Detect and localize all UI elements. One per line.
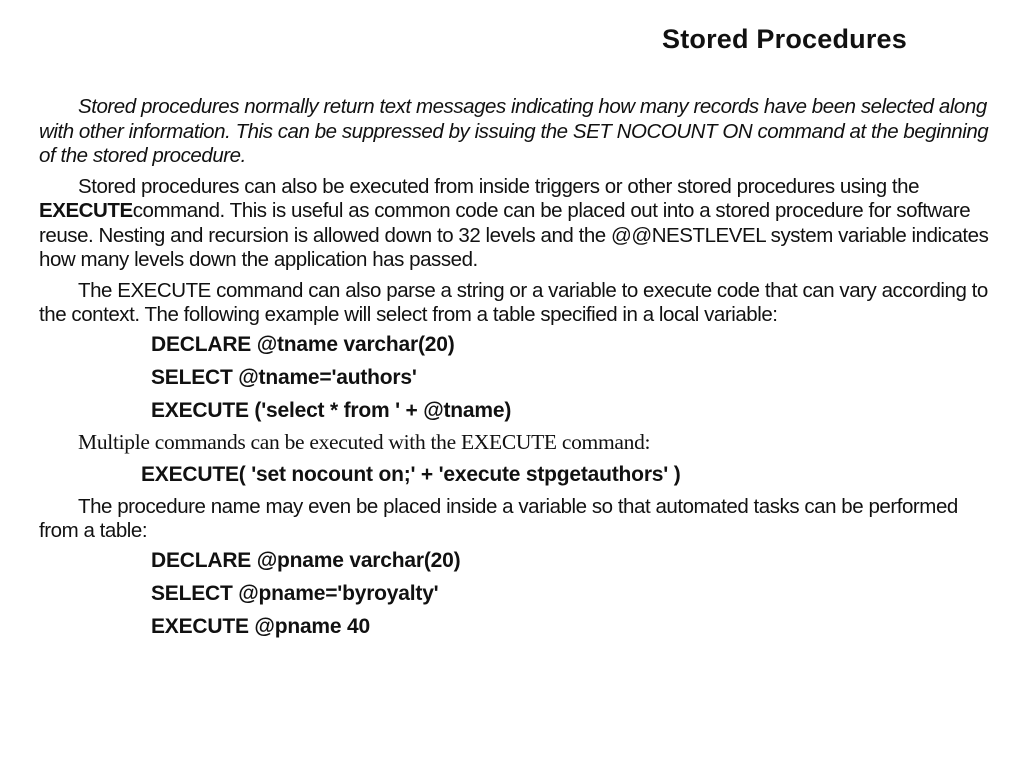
code-line: EXECUTE ('select * from ' + @tname) bbox=[151, 398, 512, 422]
paragraph-parse: The EXECUTE command can also parse a string or a variable to execute code that can vary according to the context. The following example will select from a table specified in a local variable: bbox=[39, 278, 988, 326]
paragraph-execute-bold: EXECUTE bbox=[39, 199, 133, 222]
code-line: SELECT @tname='authors' bbox=[151, 365, 417, 389]
code-line: EXECUTE @pname 40 bbox=[151, 614, 370, 638]
paragraph-procedure-name: The procedure name may even be placed inside a variable so that automated tasks can be performed from a table: bbox=[39, 494, 958, 542]
code-line: SELECT @pname='byroyalty' bbox=[151, 581, 439, 605]
multiple-commands-line: Multiple commands can be executed with the EXECUTE command: bbox=[78, 429, 651, 454]
slide-title: Stored Procedures bbox=[662, 24, 907, 54]
code-line: DECLARE @tname varchar(20) bbox=[151, 332, 455, 356]
paragraph-execute bbox=[39, 175, 999, 273]
paragraph-execute-before: Stored procedures can also be executed from inside triggers or other stored procedures using the bbox=[78, 174, 920, 198]
paragraph-execute-after: command. This is useful as common code can be placed out into a stored procedure for software reuse. Nesting and recursion is allowed down to 32 levels and the @@NESTLEVEL system variable indicates how many levels down the application has passed. bbox=[39, 199, 989, 271]
paragraph-nocount: Stored procedures normally return text messages indicating how many records have been selected along with other information. This can be suppressed by issuing the SET NOCOUNT ON command at the beginning of the stored procedure. bbox=[39, 95, 989, 167]
code-line: DECLARE @pname varchar(20) bbox=[151, 548, 461, 572]
slide-body bbox=[39, 95, 999, 643]
code-line-execute: EXECUTE( 'set nocount on;' + 'execute stpgetauthors' ) bbox=[141, 462, 681, 486]
